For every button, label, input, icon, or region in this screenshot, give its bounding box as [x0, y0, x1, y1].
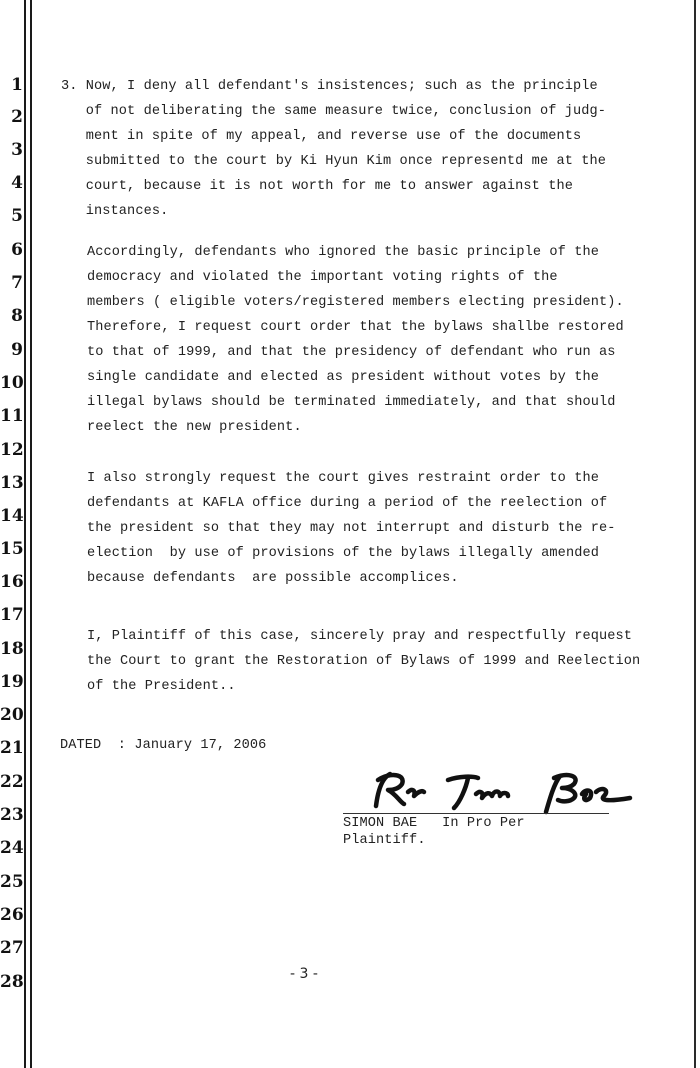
paragraph-2-line: to that of 1999, and that the presidency of defendant who run as: [87, 345, 616, 360]
line-number: 18: [0, 639, 24, 659]
line-number: 2: [11, 107, 23, 127]
paragraph-3-line: I also strongly request the court gives restraint order to the: [87, 471, 599, 486]
line-number: 8: [11, 306, 23, 326]
paragraph-1-line: submitted to the court by Ki Hyun Kim once representd me at the: [61, 154, 606, 169]
line-number: 27: [0, 938, 24, 958]
signer-role: Plaintiff.: [343, 833, 426, 848]
paragraph-3-line: the president so that they may not interrupt and disturb the re-: [87, 521, 616, 536]
line-number: 23: [0, 805, 24, 825]
page-number: - 3 -: [290, 966, 318, 982]
left-margin-rule-outer: [24, 0, 26, 1068]
line-number: 4: [11, 173, 23, 193]
paragraph-1-line: of not deliberating the same measure twice, conclusion of judg-: [61, 104, 606, 119]
line-number: 17: [0, 605, 24, 625]
left-margin-rule-inner: [30, 0, 32, 1068]
handwritten-signature: [368, 768, 638, 818]
paragraph-3-line: defendants at KAFLA office during a period of the reelection of: [87, 496, 608, 511]
paragraph-4-line: the Court to grant the Restoration of Bylaws of 1999 and Reelection: [87, 654, 641, 669]
line-number: 7: [11, 273, 23, 293]
paragraph-1-line: 3. Now, I deny all defendant's insistences; such as the principle: [61, 79, 598, 94]
line-number: 1: [11, 75, 23, 95]
right-margin-rule: [694, 0, 696, 1068]
paragraph-1-line: instances.: [61, 204, 169, 219]
signer-name: SIMON BAE In Pro Per: [343, 816, 525, 831]
paragraph-1-line: ment in spite of my appeal, and reverse use of the documents: [61, 129, 582, 144]
paragraph-4-line: I, Plaintiff of this case, sincerely pray and respectfully request: [87, 629, 632, 644]
paragraph-2-line: democracy and violated the important voting rights of the: [87, 270, 558, 285]
signature-line: [343, 813, 609, 814]
paragraph-2-line: single candidate and elected as president without votes by the: [87, 370, 599, 385]
line-number: 25: [0, 872, 24, 892]
line-number: 11: [0, 406, 24, 426]
line-number: 5: [11, 206, 23, 226]
paragraph-2-line: illegal bylaws should be terminated immediately, and that should: [87, 395, 616, 410]
paragraph-2-line: Therefore, I request court order that the bylaws shallbe restored: [87, 320, 624, 335]
line-number: 28: [0, 972, 24, 992]
line-number: 19: [0, 672, 24, 692]
line-number: 24: [0, 838, 24, 858]
paragraph-3-line: because defendants are possible accomplices.: [87, 571, 459, 586]
paragraph-2-line: members ( eligible voters/registered members electing president).: [87, 295, 624, 310]
paragraph-2-line: reelect the new president.: [87, 420, 302, 435]
line-number: 6: [11, 240, 23, 260]
line-number: 26: [0, 905, 24, 925]
line-number: 16: [0, 572, 24, 592]
line-number: 21: [0, 738, 24, 758]
paragraph-1-line: court, because it is not worth for me to answer against the: [61, 179, 573, 194]
paragraph-4-line: of the President..: [87, 679, 236, 694]
paragraph-2-line: Accordingly, defendants who ignored the basic principle of the: [87, 245, 599, 260]
line-number: 14: [0, 506, 24, 526]
line-number: 22: [0, 772, 24, 792]
dated-line: DATED : January 17, 2006: [60, 738, 267, 753]
line-number: 10: [0, 373, 24, 393]
line-number: 13: [0, 473, 24, 493]
line-number: 12: [0, 440, 24, 460]
line-number: 9: [11, 340, 23, 360]
line-number: 3: [11, 140, 23, 160]
line-number: 20: [0, 705, 24, 725]
paragraph-3-line: election by use of provisions of the bylaws illegally amended: [87, 546, 599, 561]
line-number: 15: [0, 539, 24, 559]
